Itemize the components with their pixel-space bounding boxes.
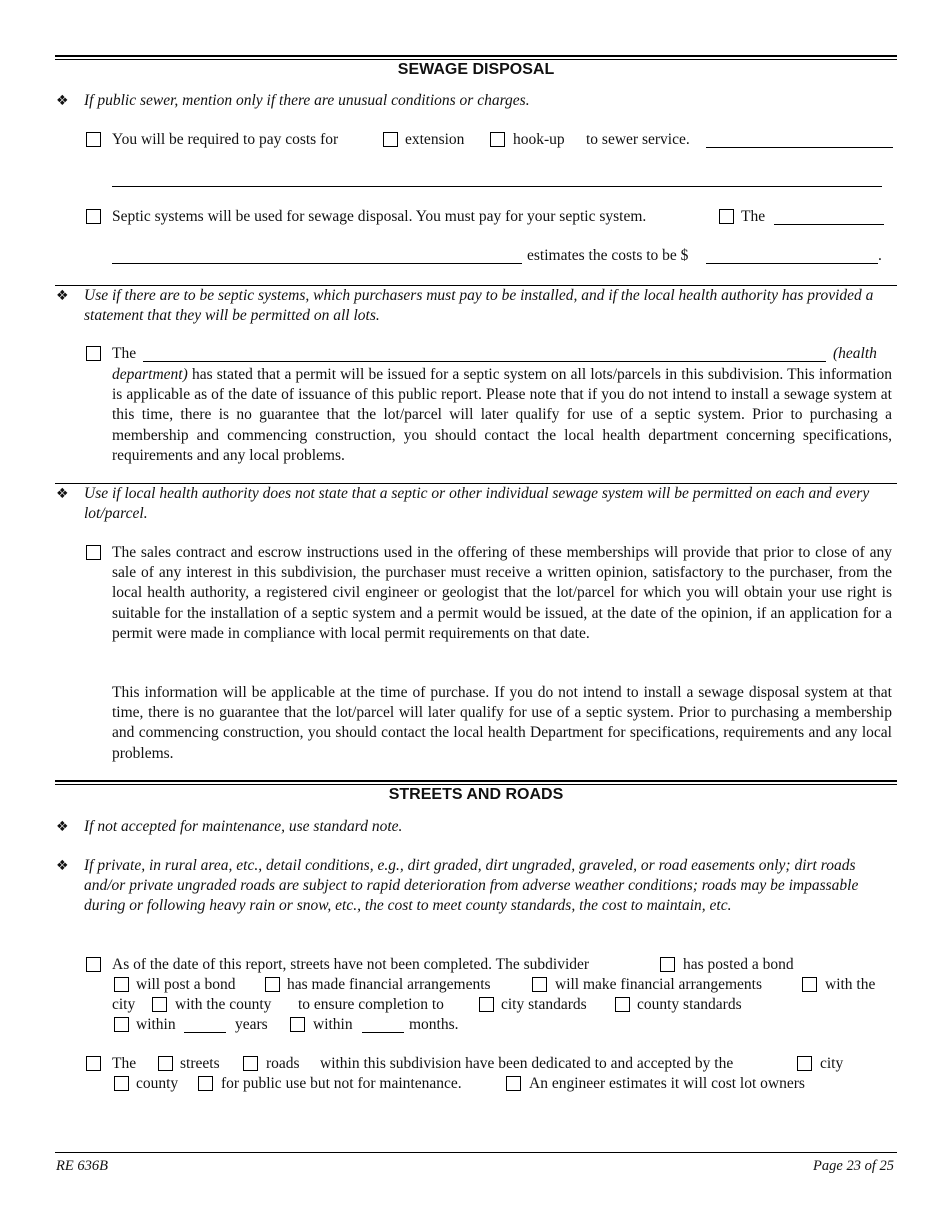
dedicated-label: within this subdivision have been dedicated to and accepted by the [320, 1055, 734, 1072]
years-field[interactable] [184, 1032, 226, 1033]
with-the-label: with the [825, 976, 876, 993]
bullet-diamond-icon: ❖ [56, 288, 69, 304]
roads-checkbox[interactable] [243, 1056, 258, 1071]
ensure-label: to ensure completion to [298, 996, 444, 1013]
county-standards-checkbox[interactable] [615, 997, 630, 1012]
county-standards-label: county standards [637, 996, 742, 1013]
posted-bond-checkbox[interactable] [660, 957, 675, 972]
septic-label: Septic systems will be used for sewage disposal. You must pay for your septic system. [112, 208, 647, 225]
health-department-field[interactable] [143, 361, 826, 362]
with-county-checkbox[interactable] [152, 997, 167, 1012]
sewer-service-label: to sewer service. [586, 131, 690, 148]
not-completed-label: As of the date of this report, streets have not been completed. The subdivider [112, 956, 590, 973]
streets-checkbox[interactable] [158, 1056, 173, 1071]
page-number: Page 23 of 25 [813, 1158, 894, 1174]
public-use-label: for public use but not for maintenance. [221, 1075, 462, 1092]
permit-paragraph [112, 365, 892, 466]
bullet-diamond-icon: ❖ [56, 858, 69, 874]
costs-checkbox[interactable] [86, 132, 101, 147]
within-months-checkbox[interactable] [290, 1017, 305, 1032]
contract-checkbox[interactable] [86, 545, 101, 560]
septic-the-label: The [741, 208, 766, 225]
will-post-bond-label: will post a bond [136, 976, 236, 993]
septic-agency-field-line-2[interactable] [112, 263, 522, 264]
septic-agency-field[interactable] [774, 224, 884, 225]
county-checkbox[interactable] [114, 1076, 129, 1091]
city-option-label: city [820, 1055, 844, 1072]
within-years-checkbox[interactable] [114, 1017, 129, 1032]
posted-bond-label: has posted a bond [683, 956, 794, 973]
permit-body: has stated that a permit will be issued for a septic system on all lots/parcels in this subdivision. This information is applicable as of the date of issuance of this public report. Please note that if you do not intend to install a sewage system at this time, there is no guarantee that the lot/parcel will later qualify for use of a septic system. Prior to purchasing a membership and commencing construction, you should contact the local health department concerning specifications, requirements and any local problems. [112, 366, 892, 464]
info-paragraph: This information will be applicable at the time of purchase. If you do not intend to install a sewage disposal system at that time, there is no guarantee that the lot/parcel will later qualify for use of a septic system. Prior to purchasing a membership and commencing construction, you should contact the local health Department for specifications, requirements and any local problems. [112, 684, 892, 762]
permit-checkbox[interactable] [86, 346, 101, 361]
years-label: years [235, 1016, 268, 1033]
permit-dept-label: department) [112, 366, 188, 383]
engineer-checkbox[interactable] [506, 1076, 521, 1091]
bullet-diamond-icon: ❖ [56, 819, 69, 835]
hookup-checkbox[interactable] [490, 132, 505, 147]
sewage-note-3: Use if local health authority does not state that a septic or other individual sewage system will be permitted on each and every lot/parcel. [84, 485, 870, 522]
bullet-diamond-icon: ❖ [56, 93, 69, 109]
within-months-label: within [313, 1016, 353, 1033]
county-option-label: county [136, 1075, 179, 1092]
sewage-note-2: Use if there are to be septic systems, which purchasers must pay to be installed, and if the local health authority has provided a statement that they will be permitted on all lots. [84, 287, 874, 324]
will-make-arrangements-checkbox[interactable] [532, 977, 547, 992]
engineer-label: An engineer estimates it will cost lot owners [529, 1075, 805, 1092]
not-completed-checkbox[interactable] [86, 957, 101, 972]
roads-label: roads [266, 1055, 300, 1072]
bullet-diamond-icon: ❖ [56, 486, 69, 502]
form-id: RE 636B [56, 1158, 108, 1174]
months-label: months. [409, 1016, 459, 1033]
sewage-note-1: If public sewer, mention only if there are unusual conditions or charges. [84, 92, 530, 109]
streets-label: streets [180, 1055, 220, 1072]
streets-heading: STREETS AND ROADS [388, 786, 564, 803]
made-arrangements-label: has made financial arrangements [287, 976, 491, 993]
dedicated-checkbox[interactable] [86, 1056, 101, 1071]
sewer-cost-field[interactable] [706, 147, 893, 148]
city-standards-label: city standards [501, 996, 587, 1013]
septic-the-checkbox[interactable] [719, 209, 734, 224]
public-use-checkbox[interactable] [198, 1076, 213, 1091]
estimates-label: estimates the costs to be $ [527, 247, 689, 264]
will-post-bond-checkbox[interactable] [114, 977, 129, 992]
within-years-label: within [136, 1016, 176, 1033]
footer-rule [55, 1152, 897, 1153]
contract-paragraph: The sales contract and escrow instructions used in the offering of these memberships will provide that prior to close of any sale of any interest in this subdivision, the purchaser must receive a written opinion, satisfactory to the purchaser, from the local health authority, a registered civil engineer or geologist that the lot/parcel for which you will obtain your use right is suitable for the installation of a septic system and a permit would be issued, at the date of the opinion, if an application for a permit were made in compliance with local permit requirements on that date. [112, 544, 892, 642]
city-label: city [112, 996, 136, 1013]
city-checkbox[interactable] [797, 1056, 812, 1071]
septic-cost-field[interactable] [706, 263, 878, 264]
estimates-period: . [878, 247, 882, 264]
the-label: The [112, 1055, 137, 1072]
will-make-arrangements-label: will make financial arrangements [555, 976, 763, 993]
costs-label: You will be required to pay costs for [112, 131, 339, 148]
streets-note-2: If private, in rural area, etc., detail conditions, e.g., dirt graded, dirt ungraded, graveled, or road easements only; dirt roads and/or private ungraded roads are subject to rapid deterioration from adverse weather conditions; roads may be impassable during or following heavy rain or snow, etc., the cost to meet county standards, the cost to maintain, etc. [84, 857, 859, 914]
permit-the-label: The [112, 345, 137, 362]
months-field[interactable] [362, 1032, 404, 1033]
with-county-label: with the county [175, 996, 272, 1013]
city-standards-checkbox[interactable] [479, 997, 494, 1012]
extension-checkbox[interactable] [383, 132, 398, 147]
sewer-cost-field-line-2[interactable] [112, 186, 882, 187]
hookup-label: hook-up [513, 131, 565, 148]
permit-health-label: (health [833, 345, 877, 362]
sewage-heading: SEWAGE DISPOSAL [397, 61, 555, 78]
septic-checkbox[interactable] [86, 209, 101, 224]
with-city-checkbox[interactable] [802, 977, 817, 992]
extension-label: extension [405, 131, 465, 148]
streets-note-1: If not accepted for maintenance, use standard note. [84, 818, 403, 835]
made-arrangements-checkbox[interactable] [265, 977, 280, 992]
